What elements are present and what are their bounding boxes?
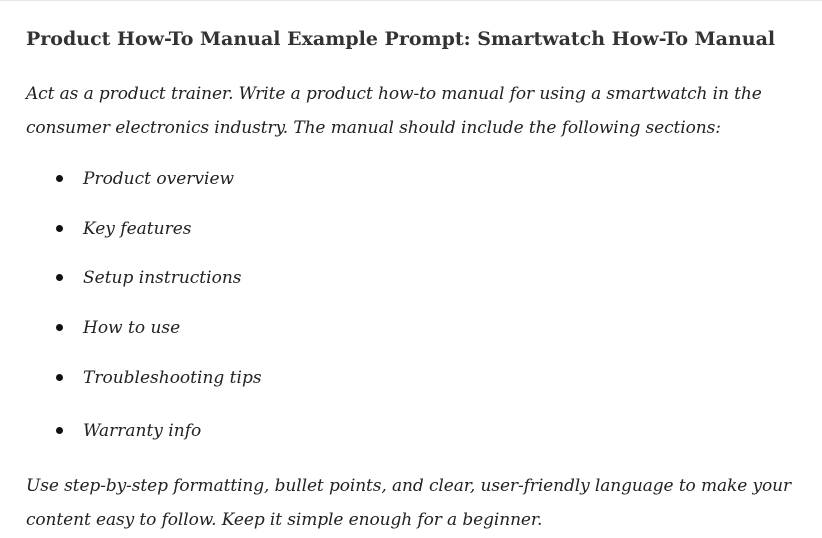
list-item-text: Warranty info <box>83 421 202 441</box>
list-item <box>0 364 500 392</box>
list-item <box>0 314 500 342</box>
page-heading: Product How-To Manual Example Prompt: Smartwatch How-To Manual <box>26 28 776 50</box>
intro-paragraph: Act as a product trainer. Write a product how-to manual for using a smartwatch in the consumer electronics industry. The manual should include the following sections: <box>26 84 762 138</box>
list-item-text: How to use <box>83 318 181 338</box>
list-item <box>0 417 500 445</box>
list-item <box>0 264 500 292</box>
bullet-icon <box>56 374 63 381</box>
bullet-icon <box>56 427 63 434</box>
bullet-icon <box>56 225 63 232</box>
top-divider <box>0 0 822 1</box>
bullet-icon <box>56 175 63 182</box>
list-item-text: Setup instructions <box>83 268 242 288</box>
list-item <box>0 215 500 243</box>
bullet-icon <box>56 324 63 331</box>
outro-paragraph: Use step-by-step formatting, bullet points, and clear, user-friendly language to make your content easy to follow. Keep it simple enough for a beginner. <box>26 476 792 530</box>
list-item-text: Troubleshooting tips <box>83 368 262 388</box>
list-item-text: Product overview <box>83 169 235 189</box>
list-item <box>0 165 500 193</box>
bullet-icon <box>56 274 63 281</box>
list-item-text: Key features <box>83 219 192 239</box>
